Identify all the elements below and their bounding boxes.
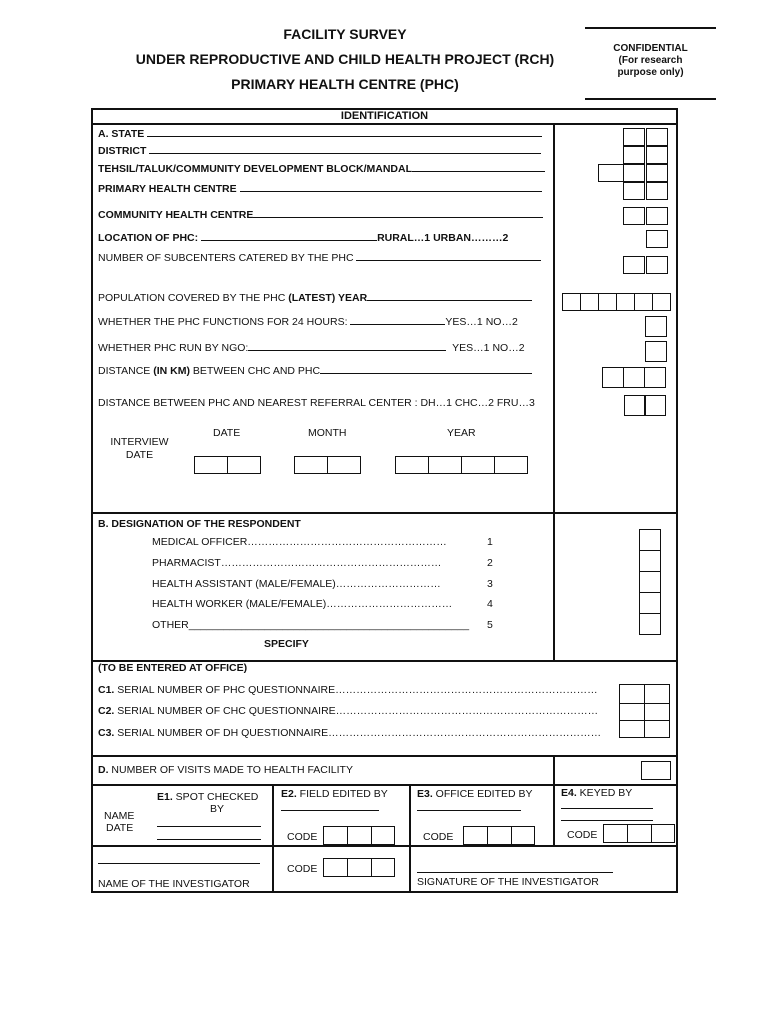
ngo-options: YES…1 NO…2 xyxy=(452,342,525,354)
designation-code-3: 3 xyxy=(487,578,493,590)
tehsil-code-3[interactable] xyxy=(646,164,668,182)
identification-rule xyxy=(91,123,678,125)
year-digit-4[interactable] xyxy=(494,456,528,474)
population-code-2[interactable] xyxy=(580,293,599,311)
section-c-heading: (TO BE ENTERED AT OFFICE) xyxy=(98,662,248,674)
visits-label: NUMBER OF VISITS MADE TO HEALTH FACILITY xyxy=(108,764,353,776)
chc-field[interactable] xyxy=(98,209,543,221)
year-digit-1[interactable] xyxy=(395,456,429,474)
functions24-code[interactable] xyxy=(645,316,667,337)
e4-text: KEYED BY xyxy=(576,787,633,799)
investigator-name-label: NAME OF THE INVESTIGATOR xyxy=(98,878,250,890)
population-code-4[interactable] xyxy=(616,293,635,311)
state-code-1[interactable] xyxy=(623,128,645,146)
distance-label: DISTANCE xyxy=(98,365,154,377)
c1-row xyxy=(98,684,598,696)
distance-chc-field[interactable] xyxy=(98,365,532,377)
c3-row xyxy=(98,727,601,739)
investigator-rule xyxy=(91,845,678,847)
investigator-signature-label: SIGNATURE OF THE INVESTIGATOR xyxy=(417,876,599,888)
state-label: A. STATE xyxy=(98,128,145,140)
phc-label: PRIMARY HEALTH CENTRE xyxy=(98,183,237,195)
population-code-3[interactable] xyxy=(598,293,617,311)
designation-health-assistant: HEALTH ASSISTANT (MALE/FEMALE)………………………… xyxy=(152,578,441,590)
e1-label xyxy=(157,791,258,803)
code-column-divider xyxy=(553,123,555,661)
distance-between-label: BETWEEN CHC AND PHC xyxy=(189,365,321,377)
confidential-note xyxy=(585,43,716,79)
e1-date-line[interactable] xyxy=(157,839,261,840)
c3-code: C3. xyxy=(98,727,115,739)
functions24-label: WHETHER THE PHC FUNCTIONS FOR 24 HOURS: xyxy=(98,316,348,328)
referral-field: DISTANCE BETWEEN PHC AND NEAREST REFERRAL CENTER : DH…1 CHC…2 FRU…3 xyxy=(98,397,535,409)
e2-name-line[interactable] xyxy=(281,810,379,811)
designation-code-1: 1 xyxy=(487,536,493,548)
distance-code-2[interactable] xyxy=(623,367,645,388)
location-options: RURAL…1 URBAN………2 xyxy=(377,232,509,244)
identification-heading: IDENTIFICATION xyxy=(340,110,429,122)
e3-code-label: CODE xyxy=(423,831,454,843)
designation-box-1[interactable] xyxy=(639,529,661,551)
c3-box-1[interactable] xyxy=(619,720,645,738)
month-label: MONTH xyxy=(308,427,347,439)
interview-date-label xyxy=(102,436,177,462)
e4-name-line[interactable] xyxy=(561,808,653,809)
designation-code-2: 2 xyxy=(487,557,493,569)
facility-type-title: PRIMARY HEALTH CENTRE (PHC) xyxy=(231,76,459,92)
c1-box-1[interactable] xyxy=(619,684,645,704)
year-digit-2[interactable] xyxy=(428,456,462,474)
e3-code-box-3[interactable] xyxy=(511,826,535,845)
district-field[interactable] xyxy=(98,145,541,157)
designation-box-3[interactable] xyxy=(639,571,661,593)
location-label: LOCATION OF PHC: xyxy=(98,232,199,244)
e2-code-box-1[interactable] xyxy=(323,826,348,845)
confidential-label: CONFIDENTIAL xyxy=(613,43,688,54)
c2-box-1[interactable] xyxy=(619,703,645,721)
e3-text: OFFICE EDITED BY xyxy=(432,788,533,800)
section-b-heading: B. DESIGNATION OF THE RESPONDENT xyxy=(98,518,301,530)
investigator-code-label: CODE xyxy=(287,863,318,875)
designation-box-5[interactable] xyxy=(639,613,661,635)
state-code-2[interactable] xyxy=(646,128,668,146)
e1-date-label: DATE xyxy=(106,822,134,834)
tehsil-field[interactable] xyxy=(98,163,545,175)
e-col-divider-2 xyxy=(409,784,411,892)
e-col-divider-3 xyxy=(553,784,555,846)
month-digit-2[interactable] xyxy=(327,456,361,474)
year-digit-3[interactable] xyxy=(461,456,495,474)
e4-date-line[interactable] xyxy=(561,820,653,821)
ngo-label: WHETHER PHC RUN BY NGO: xyxy=(98,342,249,354)
confidential-top-rule xyxy=(585,27,716,29)
investigator-name-line[interactable] xyxy=(98,863,260,864)
tehsil-code-1[interactable] xyxy=(598,164,624,182)
tehsil-code-2[interactable] xyxy=(623,164,645,182)
date-digit-1[interactable] xyxy=(194,456,228,474)
chc-code-1[interactable] xyxy=(623,207,645,225)
population-code-5[interactable] xyxy=(634,293,653,311)
month-digit-1[interactable] xyxy=(294,456,328,474)
e4-code-box-2[interactable] xyxy=(627,824,652,843)
c1-code: C1. xyxy=(98,684,115,696)
section-d-rule xyxy=(91,755,678,757)
designation-health-worker: HEALTH WORKER (MALE/FEMALE)……………………………… xyxy=(152,598,453,610)
date-label: DATE xyxy=(213,427,241,439)
designation-box-4[interactable] xyxy=(639,592,661,614)
e4-code: E4. xyxy=(561,787,577,799)
population-code-1[interactable] xyxy=(562,293,581,311)
e1-by: BY xyxy=(210,803,225,815)
e3-name-line[interactable] xyxy=(417,810,521,811)
specify-label: SPECIFY xyxy=(264,638,309,650)
e1-name-line[interactable] xyxy=(157,826,261,827)
investigator-signature-line[interactable] xyxy=(417,872,613,873)
e3-label xyxy=(417,788,533,800)
designation-other[interactable]: OTHER________________________________________________ xyxy=(152,619,470,631)
c2-row xyxy=(98,705,598,717)
chc-label: COMMUNITY HEALTH CENTRE xyxy=(98,209,254,221)
functions24-field[interactable] xyxy=(98,316,518,328)
chc-code-2[interactable] xyxy=(646,207,668,225)
d-code: D. xyxy=(98,764,109,776)
c3-label: SERIAL NUMBER OF DH QUESTIONNAIRE…………………………………………………………………… xyxy=(114,727,602,739)
ngo-code[interactable] xyxy=(645,341,667,362)
e1-name-label: NAME xyxy=(104,810,135,822)
tehsil-label: TEHSIL/TALUK/COMMUNITY DEVELOPMENT BLOCK/MANDAL xyxy=(98,163,413,175)
c3-box-2[interactable] xyxy=(644,720,670,738)
subcenters-code-2[interactable] xyxy=(646,256,668,274)
population-field[interactable] xyxy=(98,292,532,304)
e2-code-label: CODE xyxy=(287,831,318,843)
location-field[interactable] xyxy=(98,232,508,244)
e3-code-box-2[interactable] xyxy=(487,826,512,845)
population-year-label: (LATEST) YEAR xyxy=(288,292,368,304)
e4-code-box-1[interactable] xyxy=(603,824,628,843)
date-digit-2[interactable] xyxy=(227,456,261,474)
subcenters-label: NUMBER OF SUBCENTERS CATERED BY THE PHC xyxy=(98,252,354,264)
distance-unit-label: (IN KM) xyxy=(153,365,190,377)
designation-pharmacist: PHARMACIST……………………………………………………… xyxy=(152,557,442,569)
designation-medical-officer: MEDICAL OFFICER………………………………………………… xyxy=(152,536,447,548)
referral-code-2[interactable] xyxy=(644,395,666,416)
c2-box-2[interactable] xyxy=(644,703,670,721)
functions24-options: YES…1 NO…2 xyxy=(445,316,518,328)
ngo-field[interactable] xyxy=(98,342,525,354)
investigator-code-box-1[interactable] xyxy=(323,858,348,877)
section-b-rule xyxy=(91,512,678,514)
e3-code-box-1[interactable] xyxy=(463,826,488,845)
e2-text: FIELD EDITED BY xyxy=(296,788,388,800)
confidential-sub2: purpose only) xyxy=(617,67,684,78)
location-code[interactable] xyxy=(646,230,668,248)
c2-label: SERIAL NUMBER OF CHC QUESTIONNAIRE………………………………………………………………… xyxy=(114,705,599,717)
visits-box[interactable] xyxy=(641,761,671,780)
e3-code: E3. xyxy=(417,788,433,800)
e2-label xyxy=(281,788,388,800)
interview-date-sublabel: DATE xyxy=(125,449,154,461)
e2-code: E2. xyxy=(281,788,297,800)
c2-code: C2. xyxy=(98,705,115,717)
population-label: POPULATION COVERED BY THE PHC xyxy=(98,292,289,304)
referral-code-1[interactable] xyxy=(624,395,646,416)
project-title: UNDER REPRODUCTIVE AND CHILD HEALTH PROJECT (RCH) xyxy=(135,51,555,67)
e1-text: SPOT CHECKED xyxy=(172,791,259,803)
e-col-divider-1 xyxy=(272,784,274,892)
state-field[interactable] xyxy=(98,128,542,140)
phc-code-1[interactable] xyxy=(623,182,645,200)
district-code-2[interactable] xyxy=(646,146,668,164)
confidential-bottom-rule xyxy=(585,98,716,100)
e4-code-label: CODE xyxy=(567,829,598,841)
e2-code-box-3[interactable] xyxy=(371,826,395,845)
designation-box-2[interactable] xyxy=(639,550,661,572)
designation-code-4: 4 xyxy=(487,598,493,610)
phc-code-2[interactable] xyxy=(646,182,668,200)
phc-field[interactable] xyxy=(98,183,542,195)
e4-code-box-3[interactable] xyxy=(651,824,675,843)
e4-label xyxy=(561,787,632,799)
visits-row xyxy=(98,764,353,776)
district-label: DISTRICT xyxy=(98,145,147,157)
distance-code-3[interactable] xyxy=(644,367,666,388)
interview-label: INTERVIEW xyxy=(110,436,169,448)
year-label: YEAR xyxy=(447,427,476,439)
confidential-sub1: (For research xyxy=(618,55,683,66)
c1-box-2[interactable] xyxy=(644,684,670,704)
code-column-divider-d xyxy=(553,755,555,785)
subcenters-field[interactable] xyxy=(98,252,541,264)
section-e-rule xyxy=(91,784,678,786)
investigator-code-box-2[interactable] xyxy=(347,858,372,877)
form-title: FACILITY SURVEY xyxy=(283,26,407,42)
e1-code: E1. xyxy=(157,791,173,803)
investigator-code-box-3[interactable] xyxy=(371,858,395,877)
population-code-6[interactable] xyxy=(652,293,671,311)
e2-code-box-2[interactable] xyxy=(347,826,372,845)
designation-code-5: 5 xyxy=(487,619,493,631)
c1-label: SERIAL NUMBER OF PHC QUESTIONNAIRE………………………………………………………………… xyxy=(114,684,598,696)
district-code-1[interactable] xyxy=(623,146,645,164)
distance-code-1[interactable] xyxy=(602,367,624,388)
subcenters-code-1[interactable] xyxy=(623,256,645,274)
